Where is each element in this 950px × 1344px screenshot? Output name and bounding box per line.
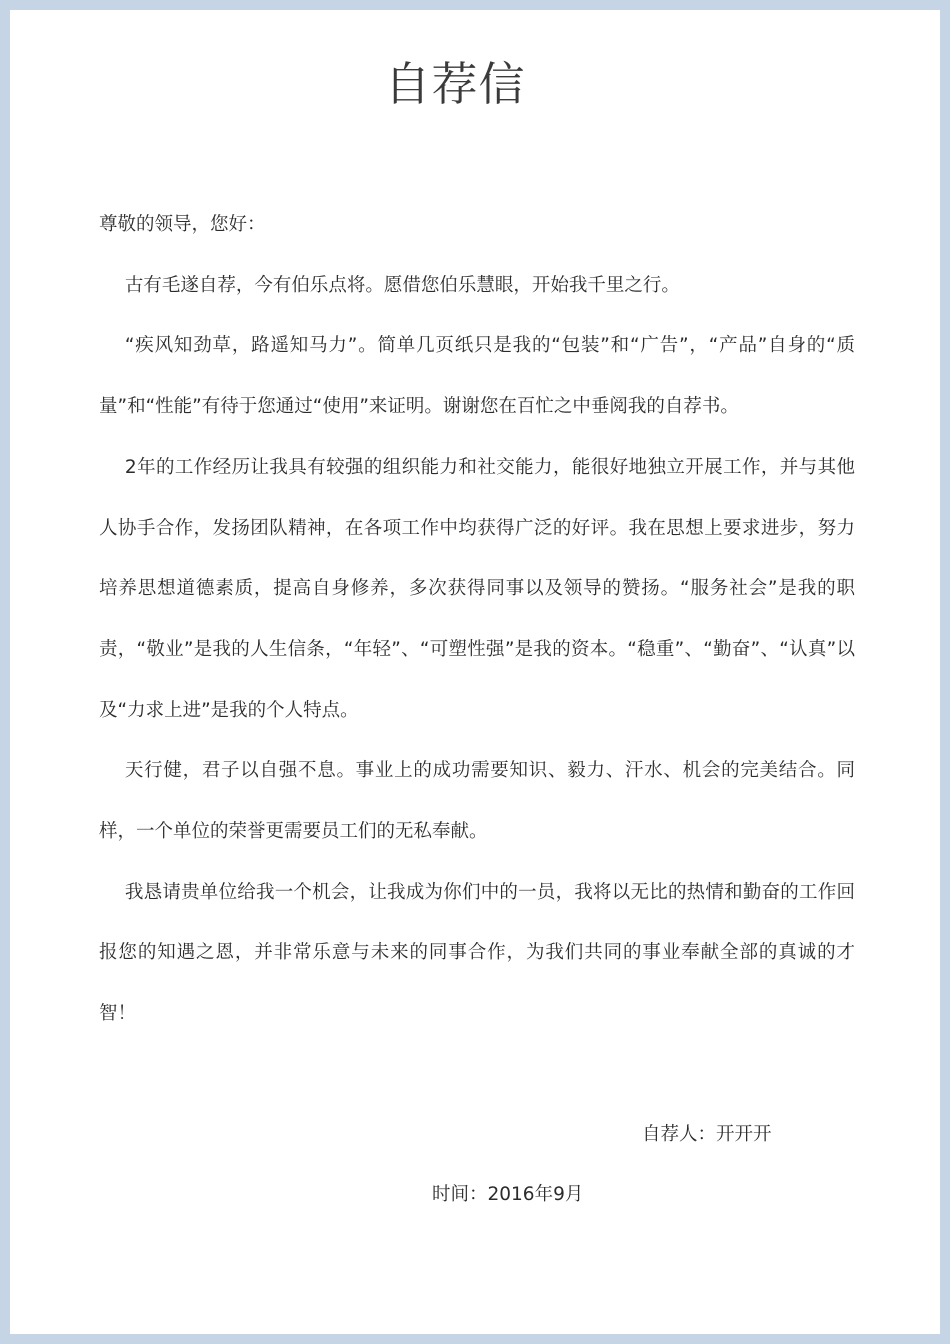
letter-paragraph-1: 古有毛遂自荐，今有伯乐点将。愿借您伯乐慧眼，开始我千里之行。 — [124, 274, 680, 296]
letter-page — [10, 10, 940, 1334]
letter-paragraph-5: 我恳请贵单位给我一个机会，让我成为你们中的一员，我将以无比的热情和勤奋的工作回报您的知遇之恩，并非常乐意与未来的同事合作，为我们共同的事业奉献全部的真诚的才智！ — [99, 881, 855, 1025]
letter-paragraph-2: “疾风知劲草，路遥知马力”。简单几页纸只是我的“包装”和“广告”，“产品”自身的“质量”和“性能”有待于您通过“使用”来证明。谢谢您在百忙之中垂阅我的自荐书。 — [99, 335, 855, 418]
letter-paragraph-4: 天行健，君子以自强不息。事业上的成功需要知识、毅力、汗水、机会的完美结合。同样，一个单位的荣誉更需要员工们的无私奉献。 — [99, 760, 855, 843]
letter-greeting: 尊敬的领导，您好： — [99, 214, 266, 235]
letter-title: 自荐信 — [384, 57, 526, 111]
letter-body — [99, 195, 855, 1045]
letter-signature: 自荐人：开开开 — [642, 1124, 772, 1145]
letter-paragraph-3: 2年的工作经历让我具有较强的组织能力和社交能力，能很好地独立开展工作，并与其他人协手合作，发扬团队精神，在各项工作中均获得广泛的好评。我在思想上要求进步，努力培养思想道德素质，提高自身修养，多次获得同事以及领导的赞扬。“服务社会”是我的职责，“敬业”是我的人生信条，“年轻”、“可塑性强”是我的资本。“稳重”、“勤奋”、“认真”以及“力求上进”是我的个人特点。 — [99, 456, 855, 721]
letter-date: 时间：2016年9月 — [432, 1184, 584, 1205]
